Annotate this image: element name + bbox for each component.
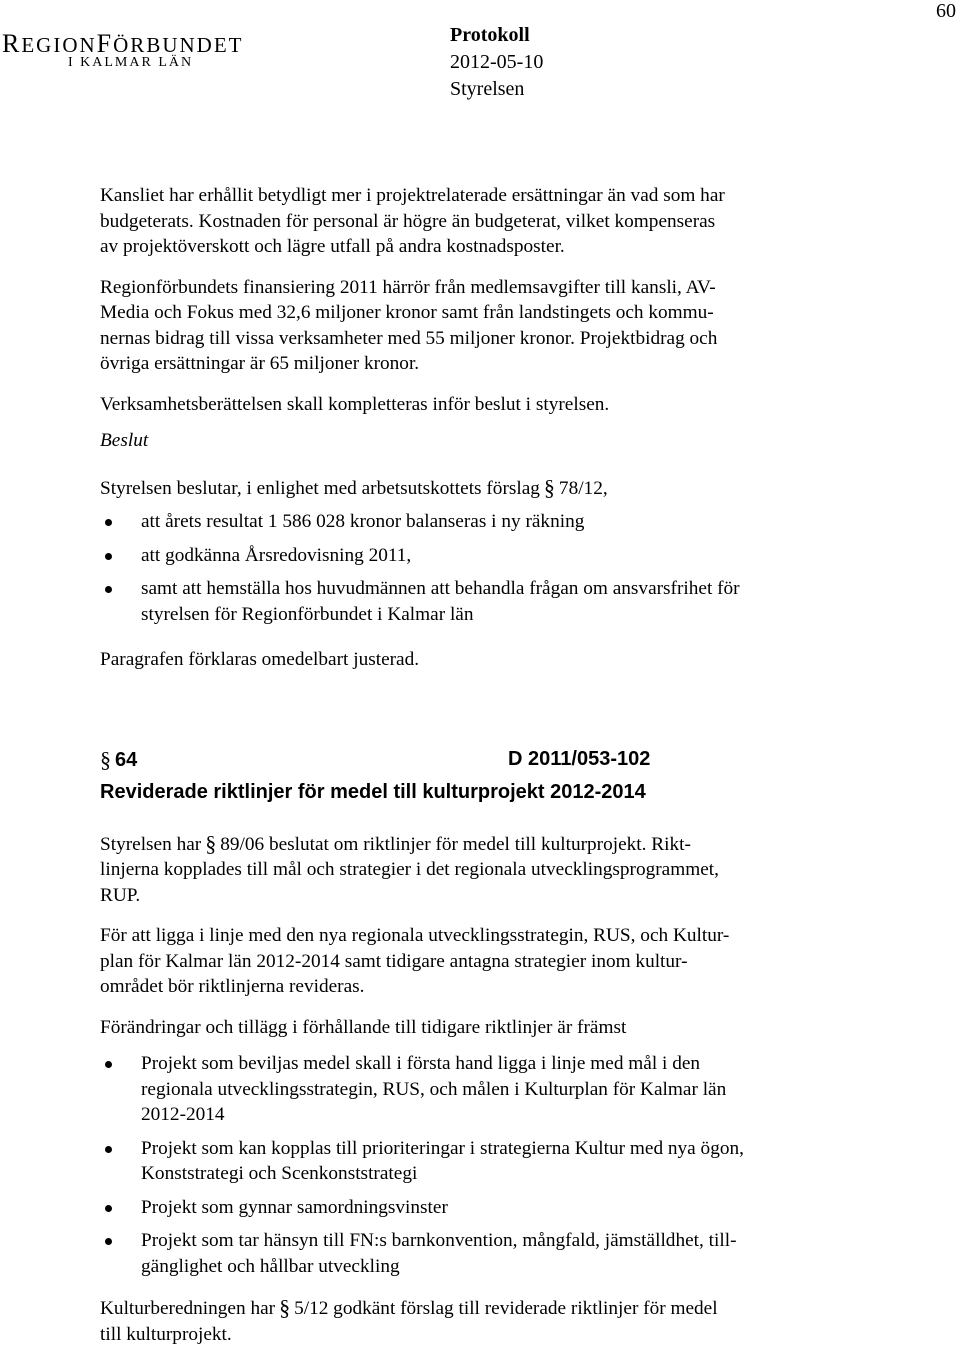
section-case-number: D 2011/053-102 [508, 747, 651, 770]
document-type: Protokoll [450, 24, 530, 46]
paragraph-forandringar: Förändringar och tillägg i förhållande till tidigare riktlinjer är främst [100, 1016, 627, 1038]
section-number: 64 [115, 748, 138, 771]
list-item: Projekt som kan kopplas till prioriteringar i strategierna Kultur med nya ögon, Konststrategi och Scenkonststrategi [100, 1136, 860, 1187]
forandringar-list [100, 1051, 860, 1136]
paragraph-finansiering: Regionförbundets finansiering 2011 härrör från medlemsavgifter till kansli, AV- Media och Fokus med 32,6 miljoner kronor samt från landstingets och kommu- nernas bidrag till vissa verksamheter med 55 miljoner kronor. Projektbidrag och övriga ersättningar är 65 miljoner kronor. [100, 276, 718, 374]
document-date: 2012-05-10 [450, 51, 544, 73]
beslut-heading: Beslut [100, 430, 149, 451]
page-number: 60 [936, 0, 956, 22]
paragraph-verksamhetsberattelse: Verksamhetsberättelsen skall kompletteras inför beslut i styrelsen. [100, 393, 610, 415]
beslut-list [100, 509, 860, 535]
logo-main-text: REGIONFÖRBUNDET [2, 29, 244, 58]
paragraph-kansliet: Kansliet har erhållit betydligt mer i projektrelaterade ersättningar än vad som har budgeterats. Kostnaden för personal är högre än budgeterat, vilket kompenseras av projektöverskott och lägre utfall på andra kostnadsposter. [100, 185, 725, 257]
section-title: Reviderade riktlinjer för medel till kulturprojekt 2012-2014 [100, 780, 646, 803]
document-header [450, 22, 543, 103]
forandringar-list [100, 1136, 860, 1187]
paragraph-kulturberedningen: Kulturberedningen har § 5/12 godkänt förslag till reviderade riktlinjer för medel till kulturprojekt. [100, 1295, 718, 1345]
regionforbundet-logo [2, 29, 244, 71]
list-item: samt att hemställa hos huvudmännen att behandla frågan om ansvarsfrihet för styrelsen för Regionförbundet i Kalmar län [100, 576, 860, 627]
justerad-statement: Paragrafen förklaras omedelbart justerad. [100, 649, 420, 670]
paragraph-riktlinjer: Styrelsen har § 89/06 beslutat om riktlinjer för medel till kulturprojekt. Rikt- linjerna kopplades till mål och strategier i det regionala utvecklingsprogrammet, RUP. [100, 830, 719, 906]
list-item: Projekt som gynnar samordningsvinster [100, 1195, 860, 1221]
document-body: Styrelsen [450, 78, 525, 100]
list-item: att årets resultat 1 586 028 kronor balanseras i ny räkning [100, 509, 860, 535]
logo-sub-text: I KALMAR LÄN [68, 55, 194, 70]
beslut-list [100, 576, 860, 627]
forandringar-list [100, 1228, 860, 1279]
list-item: Projekt som tar hänsyn till FN:s barnkonvention, mångfald, jämställdhet, till- gänglighet och hållbar utveckling [100, 1228, 860, 1279]
list-item: Projekt som beviljas medel skall i första hand ligga i linje med mål i den regionala utvecklingsstrategin, RUS, och målen i Kulturplan för Kalmar län 2012-2014 [100, 1051, 860, 1128]
beslut-list [100, 543, 860, 569]
list-item: att godkänna Årsredovisning 2011, [100, 543, 860, 569]
beslut-intro: Styrelsen beslutar, i enlighet med arbetsutskottets förslag § 78/12, [100, 474, 608, 500]
paragraph-rus: För att ligga i linje med den nya regionala utvecklingsstrategin, RUS, och Kultur- plan för Kalmar län 2012-2014 samt tidigare antagna strategier inom kultur- området bör riktlinjerna revideras. [100, 925, 730, 997]
document-content [100, 183, 860, 1347]
section-heading: § 64 D 2011/053-102 [100, 743, 860, 776]
forandringar-list [100, 1195, 860, 1221]
